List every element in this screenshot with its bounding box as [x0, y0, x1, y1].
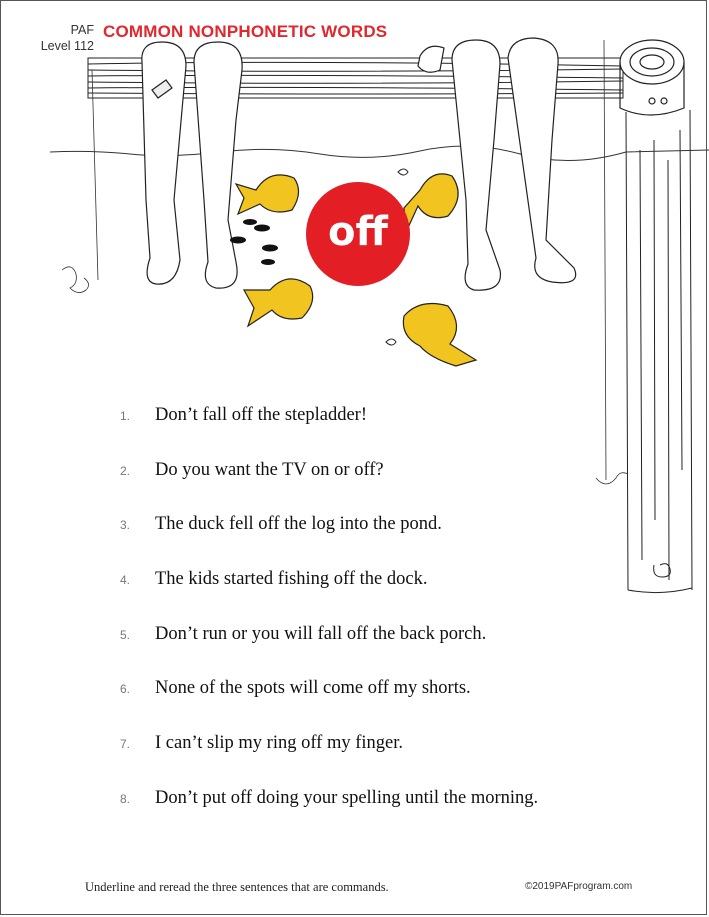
sentence-text: Don’t put off doing your spelling until the morning.: [155, 787, 539, 808]
sentence-number: 2.: [120, 463, 131, 478]
sentence-number: 7.: [120, 737, 131, 752]
sentence-number: 1.: [120, 409, 131, 423]
sentence-number: 3.: [120, 518, 131, 533]
sentence-number: 6.: [120, 682, 131, 697]
footer-instruction: Underline and reread the three sentences that are commands.: [85, 880, 389, 894]
level-number: Level 112: [40, 39, 94, 53]
black-fish-school: [230, 219, 278, 265]
featured-word: off: [328, 209, 388, 255]
page-title: COMMON NONPHONETIC WORDS: [103, 22, 388, 41]
sentence-number: 5.: [120, 627, 131, 642]
sentence-text: Don’t run or you will fall off the back porch.: [155, 623, 487, 644]
sentence-number: 4.: [120, 573, 131, 588]
program-name: PAF: [70, 23, 94, 37]
sentence-text: Don’t fall off the stepladder!: [155, 405, 368, 425]
sentence-text: I can’t slip my ring off my finger.: [155, 733, 403, 754]
sentence-text: The duck fell off the log into the pond.: [155, 514, 442, 535]
sentence-text: The kids started fishing off the dock.: [155, 569, 428, 590]
footer-copyright: ©2019PAFprogram.com: [525, 881, 633, 892]
featured-word-badge: [306, 182, 410, 286]
sentence-number: 8.: [120, 791, 131, 806]
log-end: [620, 40, 684, 115]
dock-post: [626, 110, 692, 593]
sentence-text: None of the spots will come off my shorts.: [155, 678, 471, 699]
sentence-text: Do you want the TV on or off?: [155, 459, 384, 480]
